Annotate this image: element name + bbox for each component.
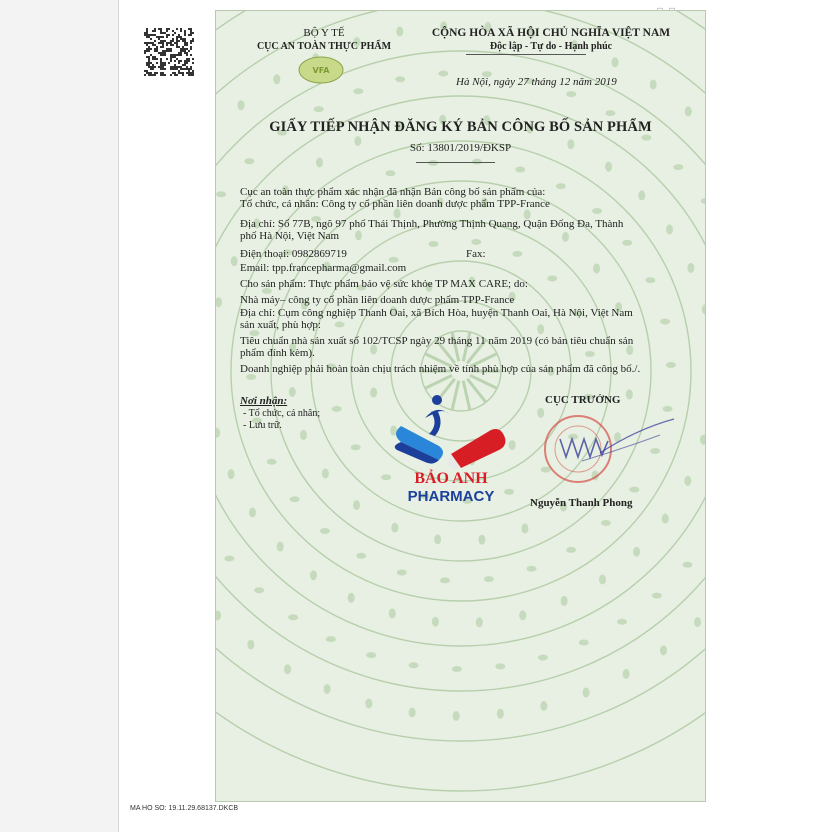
body-line: phẩm đính kèm). <box>240 347 315 359</box>
document-title: GIẤY TIẾP NHẬN ĐĂNG KÝ BẢN CÔNG BỐ SẢN PHẨM <box>269 119 652 135</box>
document-number: Số: 13801/2019/ĐKSP <box>409 142 512 154</box>
body-line: Điện thoại: 0982869719 <box>240 248 347 260</box>
body-line: Địa chỉ: Cụm công nghiệp Thanh Oai, xã Bích Hòa, huyện Thanh Oai, Hà Nội, Việt Nam <box>240 307 633 319</box>
certificate-document <box>215 10 706 802</box>
title-underline <box>416 162 495 163</box>
svg-text:BẢO ANH: BẢO ANH <box>414 470 488 487</box>
bao-anh-pharmacy-logo <box>381 394 521 504</box>
body-line: phố Hà Nội, Việt Nam <box>240 230 340 242</box>
body-line: Tổ chức, cá nhân: Công ty cổ phần liên doanh dược phẩm TPP-France <box>240 198 550 210</box>
signer-role: CỤC TRƯỞNG <box>545 394 621 406</box>
department-name: CỤC AN TOÀN THỰC PHẨM <box>256 41 392 52</box>
national-motto: Độc lập - Tự do - Hạnh phúc <box>489 41 613 52</box>
ministry-name: BỘ Y TẾ <box>303 27 345 39</box>
official-stamp-signature <box>542 409 682 489</box>
signer-name: Nguyễn Thanh Phong <box>530 497 633 509</box>
body-line: Doanh nghiệp phải hoàn toàn chịu trách nhiệm về tính phù hợp của sản phẩm đã công bố./. <box>240 363 641 375</box>
body-line: sản xuất, phù hợp: <box>240 319 321 331</box>
qr-code <box>144 28 194 76</box>
body-line: Địa chỉ: Số 77B, ngõ 97 phố Thái Thịnh, Phường Thịnh Quang, Quận Đống Đa, Thành <box>240 218 624 230</box>
recipient-item: - Lưu trữ. <box>243 420 282 431</box>
issue-date: Hà Nội, ngày 27 tháng 12 năm 2019 <box>456 76 617 88</box>
svg-text:VFA: VFA <box>312 66 330 75</box>
recipient-item: - Tổ chức, cá nhân; <box>243 408 321 419</box>
country-name: CỘNG HÒA XÃ HỘI CHỦ NGHĨA VIỆT NAM <box>431 27 671 39</box>
body-line: Email: tpp.francepharma@gmail.com <box>240 262 407 274</box>
viewer-left-panel <box>0 0 119 832</box>
dossier-code: MA HO SO: 19.11.29.68137.DKCB <box>130 805 239 812</box>
recipients-title: Nơi nhận: <box>240 395 288 407</box>
body-line: Nhà máy– công ty cổ phần liên doanh dược phẩm TPP-France <box>240 294 515 306</box>
body-line: Fax: <box>466 248 486 260</box>
svg-text:PHARMACY: PHARMACY <box>407 488 495 504</box>
motto-underline <box>466 54 586 55</box>
vfa-emblem <box>296 55 346 85</box>
body-line: Cho sản phẩm: Thực phẩm bảo vệ sức khỏe TP MAX CARE; do: <box>240 278 528 290</box>
body-line: Tiêu chuẩn nhà sản xuất số 102/TCSP ngày 29 tháng 11 năm 2019 (có bản tiêu chuẩn sản <box>240 335 634 347</box>
body-line: Cục an toàn thực phẩm xác nhận đã nhận Bản công bố sản phẩm của: <box>240 186 546 198</box>
